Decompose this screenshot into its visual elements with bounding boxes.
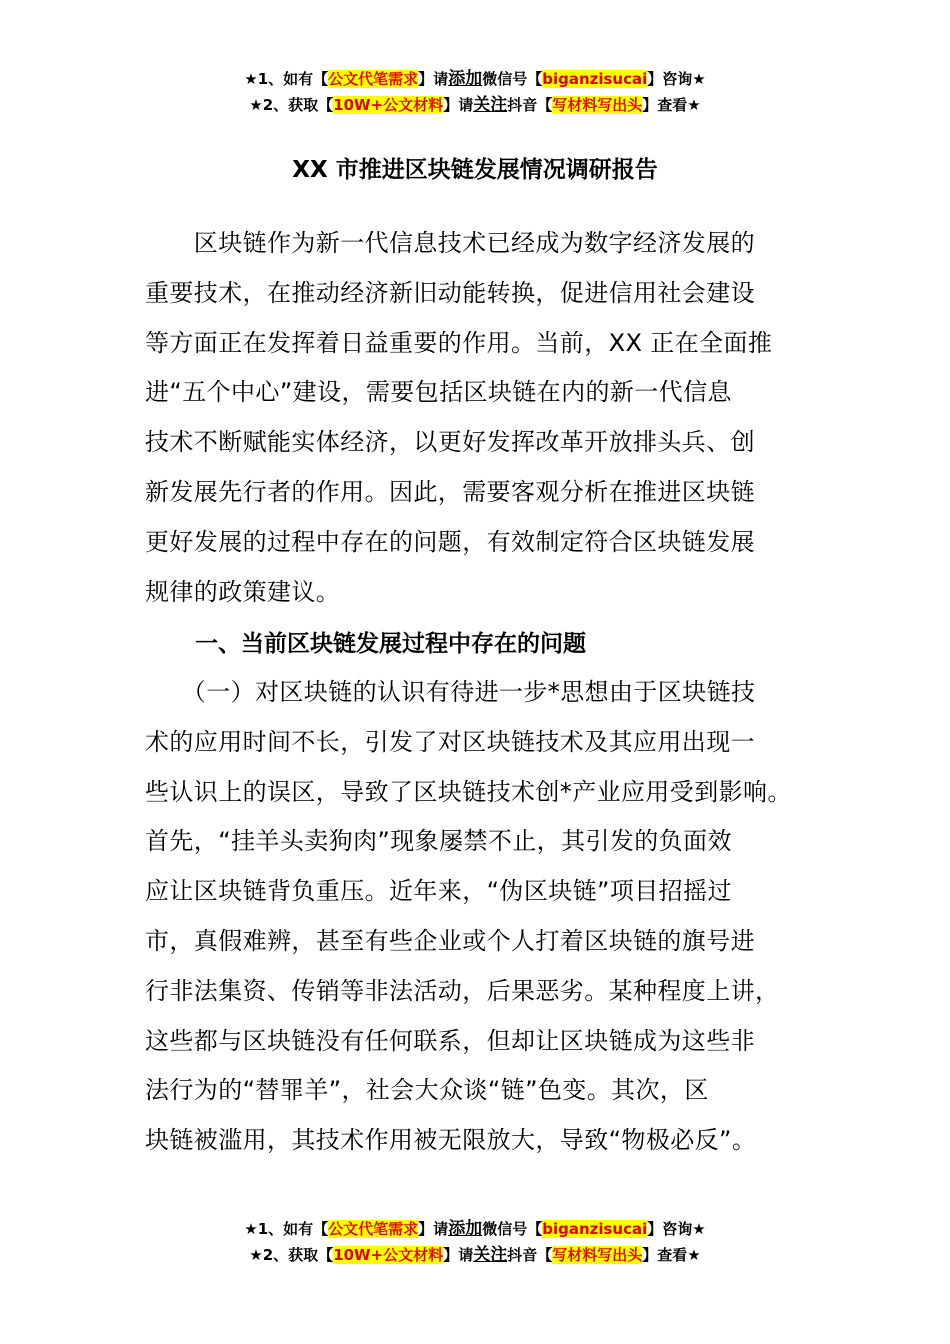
banner-highlight: 10W+公文材料 [333,96,444,114]
paragraph-line: 这些都与区块链没有任何联系，但却让区块链成为这些非 [145,1026,755,1055]
banner-text: 微信号【 [482,70,543,88]
banner-text: 微信号【 [482,1220,543,1238]
intro-paragraph [145,219,813,617]
banner-douyin-id: 写材料写出头 [552,96,643,114]
banner-emphasis: 添加 [448,1219,483,1239]
banner-emphasis: 关注 [473,95,508,115]
banner-emphasis: 关注 [473,1245,508,1265]
banner-line-1 [0,1216,950,1242]
banner-text: ★2、获取【 [249,1246,334,1264]
paragraph-line: 等方面正在发挥着日益重要的作用。当前，XX 正在全面推 [145,328,773,357]
paragraph-line: 市，真假难辨，甚至有些企业或个人打着区块链的旗号进 [145,926,755,955]
banner-line-2 [0,1242,950,1268]
banner-highlight: 10W+公文材料 [333,1246,444,1264]
section1-paragraph [145,668,813,1166]
banner-text: ★1、如有【 [244,1220,329,1238]
banner-text: ★2、获取【 [249,96,334,114]
banner-line-2 [0,92,950,118]
document-title: XX 市推进区块链发展情况调研报告 [292,157,658,183]
banner-douyin-id: 写材料写出头 [552,1246,643,1264]
paragraph-line: 首先，“挂羊头卖狗肉”现象屡禁不止，其引发的负面效 [145,827,732,856]
paragraph-line: 新发展先行者的作用。因此，需要客观分析在推进区块链 [145,477,755,506]
banner-wechat-id: biganzisucai [542,70,648,88]
banner-text: 】查看★ [642,96,701,114]
paragraph-line: 进“五个中心”建设，需要包括区块链在内的新一代信息 [145,378,732,407]
paragraph-line: 技术不断赋能实体经济，以更好发挥改革开放排头兵、创 [145,428,755,457]
paragraph-line: 更好发展的过程中存在的问题，有效制定符合区块链发展 [145,527,755,556]
paragraph-line: （一）对区块链的认识有待进一步*思想由于区块链技 [145,678,756,706]
banner-text: 】咨询★ [647,70,706,88]
paragraph-line: 些认识上的误区，导致了区块链技术创*产业应用受到影响。 [145,777,792,806]
paragraph-line: 区块链作为新一代信息技术已经成为数字经济发展的 [145,229,755,257]
banner-wechat-id: biganzisucai [542,1220,648,1238]
paragraph-line: 行非法集资、传销等非法活动，后果恶劣。某种程度上讲， [145,976,780,1005]
banner-emphasis: 添加 [448,69,483,89]
header-banner [0,66,950,118]
banner-text: 】请 [443,96,474,114]
paragraph-line: 重要技术，在推动经济新旧动能转换，促进信用社会建设 [145,278,755,307]
paragraph-line: 法行为的“替罪羊”，社会大众谈“链”色变。其次，区 [145,1076,709,1105]
footer-banner [0,1216,950,1268]
banner-line-1 [0,66,950,92]
banner-highlight: 公文代笔需求 [328,70,419,88]
paragraph-line: 术的应用时间不长，引发了对区块链技术及其应用出现一 [145,727,755,756]
banner-text: 】请 [418,1220,449,1238]
banner-text: 】请 [418,70,449,88]
paragraph-line: 规律的政策建议。 [145,577,341,606]
banner-highlight: 公文代笔需求 [328,1220,419,1238]
banner-text: 】查看★ [642,1246,701,1264]
section-heading: 一、当前区块链发展过程中存在的问题 [195,631,586,657]
paragraph-line: 块链被滥用，其技术作用被无限放大，导致“物极必反”。 [145,1126,757,1155]
paragraph-line: 应让区块链背负重压。近年来，“伪区块链”项目招摇过 [145,877,732,906]
banner-text: 抖音【 [507,96,553,114]
banner-text: ★1、如有【 [244,70,329,88]
banner-text: 】请 [443,1246,474,1264]
banner-text: 抖音【 [507,1246,553,1264]
banner-text: 】咨询★ [647,1220,706,1238]
